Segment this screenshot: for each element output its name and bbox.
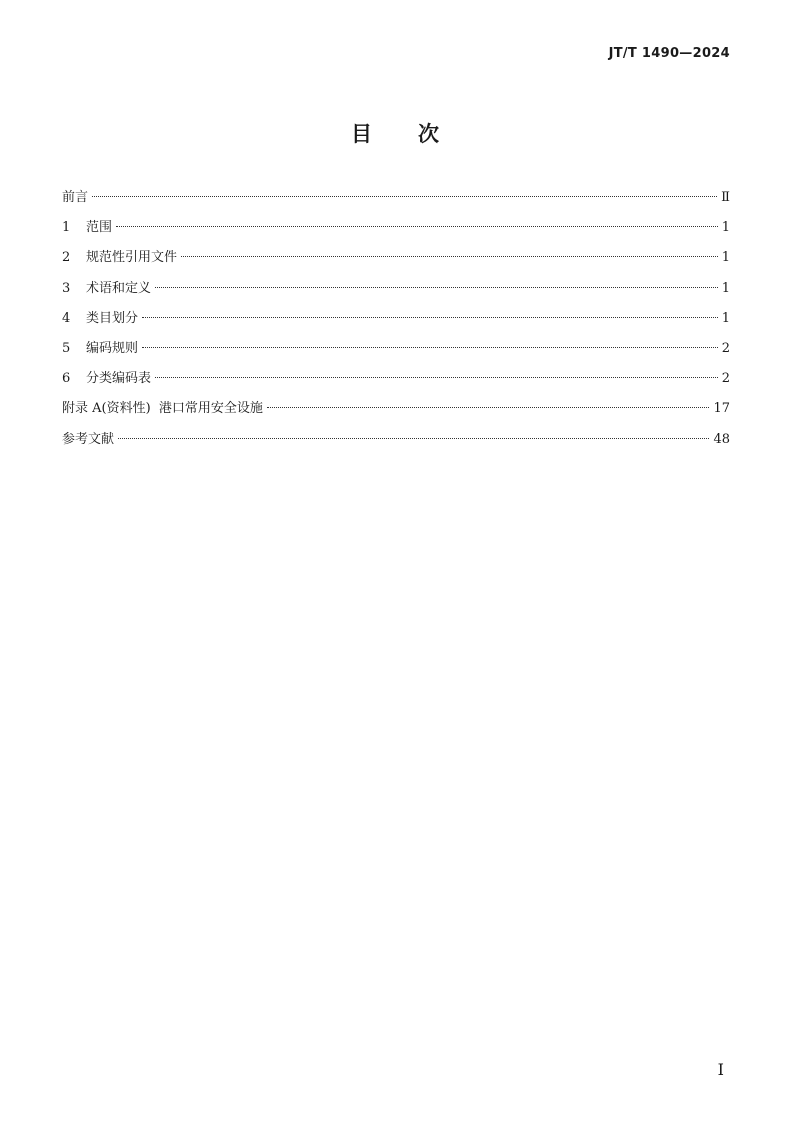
toc-entry-category-division[interactable] xyxy=(62,307,730,337)
toc-title-part1: 目 xyxy=(351,122,372,146)
toc-entry-page: 2 xyxy=(721,371,730,387)
toc-entry-label: 分类编码表 xyxy=(86,371,152,387)
toc-leader-dots xyxy=(116,226,718,227)
toc-leader-dots xyxy=(142,347,718,348)
toc-entry-label: 规范性引用文件 xyxy=(86,250,178,266)
toc-entry-page: 1 xyxy=(721,280,730,296)
toc-entry-page: 1 xyxy=(721,220,730,236)
page-number: I xyxy=(717,1060,724,1079)
toc-entry-classification-table[interactable] xyxy=(62,367,730,397)
toc-entry-page: 2 xyxy=(721,340,730,356)
toc-entry-bibliography[interactable] xyxy=(62,428,730,458)
toc-entry-coding-rules[interactable] xyxy=(62,337,730,367)
toc-entry-page: 17 xyxy=(713,401,730,417)
toc-entry-page: 1 xyxy=(721,310,730,326)
toc-entry-foreword[interactable] xyxy=(62,186,730,216)
toc-entry-number: 5 xyxy=(62,340,71,356)
toc-entry-number: 4 xyxy=(62,310,71,326)
toc-entry-label: 范围 xyxy=(86,220,113,236)
toc-leader-dots xyxy=(155,377,718,378)
toc-entry-label: 术语和定义 xyxy=(86,280,152,296)
toc-entry-label: 附录 A(资料性) 港口常用安全设施 xyxy=(62,401,263,417)
toc-leader-dots xyxy=(118,438,709,439)
toc-leader-dots xyxy=(155,287,718,288)
toc-list xyxy=(62,186,730,458)
toc-entry-number: 1 xyxy=(62,220,71,236)
toc-entry-page: 1 xyxy=(721,250,730,266)
toc-leader-dots xyxy=(181,256,718,257)
toc-entry-label: 编码规则 xyxy=(86,340,139,356)
toc-entry-label: 类目划分 xyxy=(86,310,139,326)
toc-entry-appendix-a[interactable] xyxy=(62,397,730,427)
toc-entry-number: 2 xyxy=(62,250,71,266)
toc-entry-normative-references[interactable] xyxy=(62,246,730,276)
toc-title xyxy=(0,118,790,148)
toc-entry-number: 3 xyxy=(62,280,71,296)
toc-title-part2: 次 xyxy=(418,122,439,146)
toc-entry-page: 48 xyxy=(713,431,730,447)
toc-entry-page: Ⅱ xyxy=(721,190,730,205)
toc-leader-dots xyxy=(267,407,710,408)
toc-leader-dots xyxy=(92,196,717,197)
toc-entry-label: 参考文献 xyxy=(62,431,115,447)
toc-leader-dots xyxy=(142,317,718,318)
standard-code: JT/T 1490—2024 xyxy=(608,46,730,61)
toc-entry-number: 6 xyxy=(62,371,71,387)
toc-entry-scope[interactable] xyxy=(62,216,730,246)
toc-entry-terms-definitions[interactable] xyxy=(62,277,730,307)
toc-entry-label: 前言 xyxy=(62,190,89,205)
